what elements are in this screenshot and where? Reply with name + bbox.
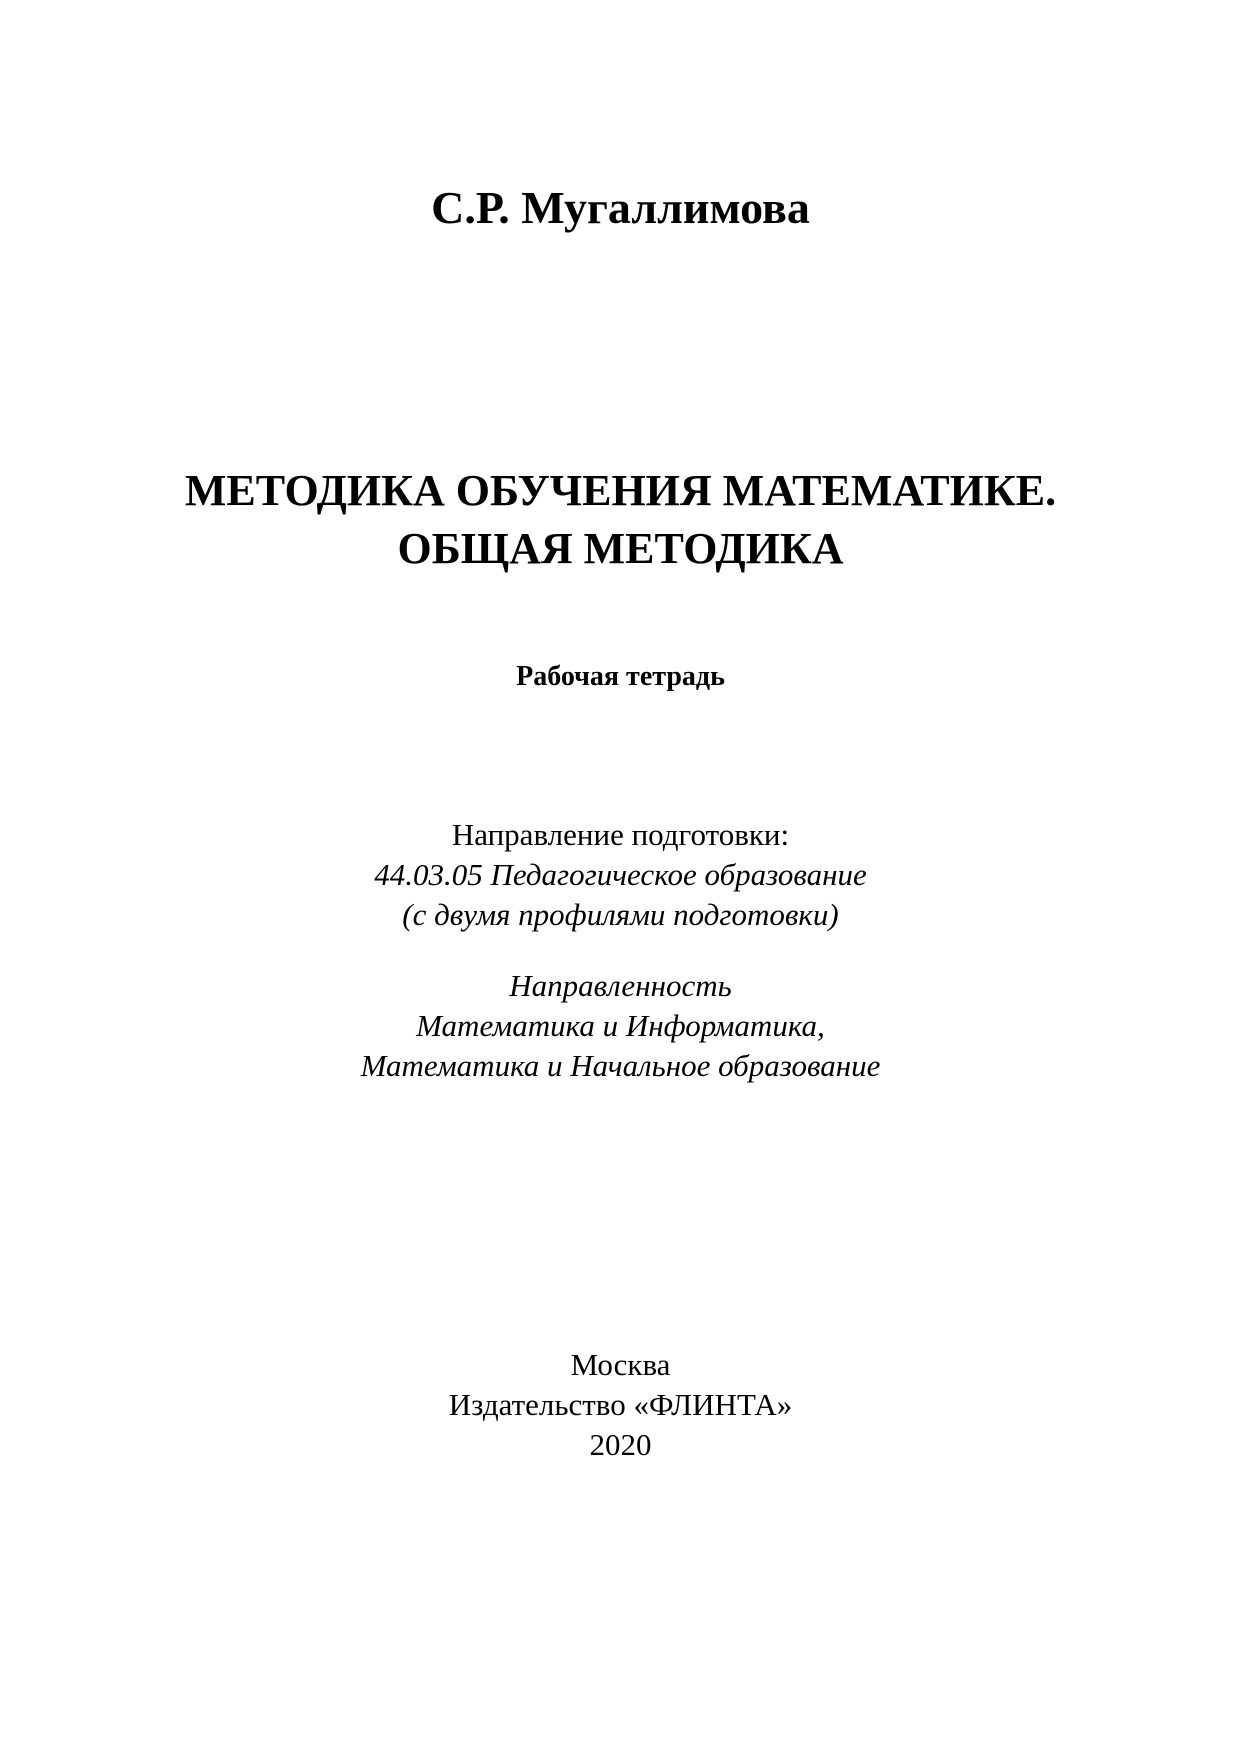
program-focus-profile-1: Математика и Информатика, (416, 1008, 825, 1043)
author-name: С.Р. Мугаллимова (431, 182, 810, 233)
book-title-line-2: ОБЩАЯ МЕТОДИКА (397, 524, 844, 573)
program-focus (0, 966, 1241, 1086)
training-direction-label: Направление подготовки: (451, 817, 790, 852)
book-title (0, 462, 1241, 578)
book-subtitle: Рабочая тетрадь (516, 661, 725, 692)
imprint (0, 1345, 1241, 1465)
book-title-line-1: МЕТОДИКА ОБУЧЕНИЯ МАТЕМАТИКЕ. (184, 466, 1057, 515)
imprint-year: 2020 (589, 1427, 652, 1462)
training-direction-note: (с двумя профилями подготовки) (402, 897, 839, 932)
imprint-city: Москва (570, 1347, 671, 1382)
training-direction (0, 815, 1241, 935)
program-focus-label: Направленность (509, 968, 732, 1003)
program-focus-profile-2: Математика и Начальное образование (360, 1048, 881, 1083)
training-direction-code: 44.03.05 Педагогическое образование (374, 857, 867, 892)
imprint-publisher: Издательство «ФЛИНТА» (448, 1387, 793, 1422)
